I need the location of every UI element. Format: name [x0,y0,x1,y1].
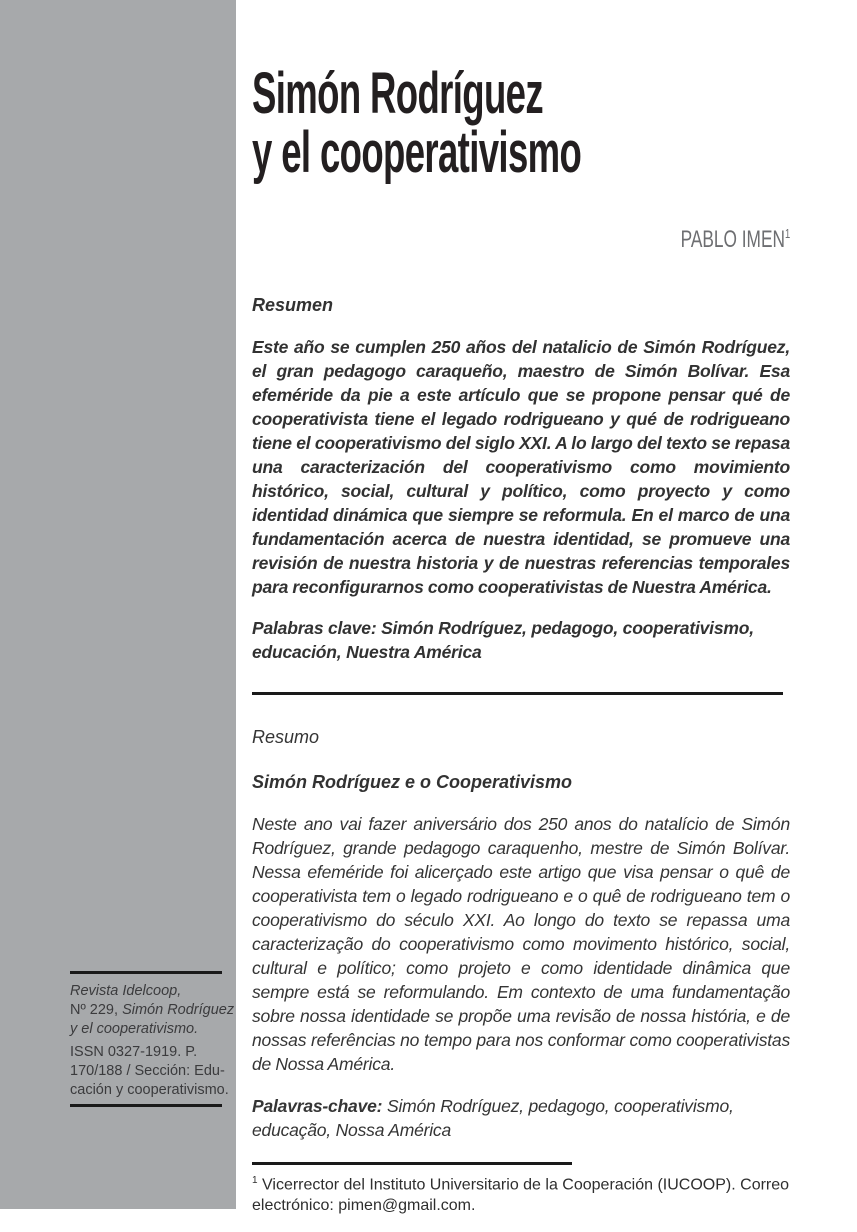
section-line-cont: cación y cooperativismo. [70,1082,229,1098]
keywords-es-list: Simón Rodríguez, pedagogo, cooperativismo, educación, Nuestra América [252,618,754,663]
citation-reference [70,982,235,1039]
citation-divider-bottom [70,1104,222,1107]
abstract-pt-body: Neste ano vai fazer aniversário dos 250 anos do natalício de Simón Rodríguez, grande pedagogo caraquenho, mestre de Simón Bolívar. Nessa efeméride foi alicerçado este artigo que visa pensar o quê de cooperativista tem o legado rodrigueano e o quê de rodrigueano tem o cooperativismo do século XXI. Ao longo do texto se repassa uma caracterização do cooperativismo como movimento histórico, social, cultural e político; como projeto e como identidade dinâmica que sempre está se reformulando. Em contexto de uma fundamentação sobre nossa identidade se propõe uma revisão de nossa história, e de nossas referências no tempo para nos conformar como cooperativistas de Nossa América. [252,814,790,1075]
article-first-page [252,0,790,1232]
issn-line: ISSN 0327-1919. P. [70,1044,198,1060]
cited-article-title-cont: y el cooperativismo. [70,1021,199,1037]
abstract-es-heading: Resumen [252,294,334,315]
author-footnote-mark: 1 [784,225,790,241]
issn-section-info [70,1043,230,1100]
article-title [252,61,790,185]
footnote-divider-rule [252,1162,572,1165]
footnote-body: Vicerrector del Instituto Universitario de la Cooperación (IUCOOP). Correo electrónico: pimen@gmail.com. [252,1176,790,1215]
author-byline [252,221,790,253]
section-divider-rule [252,692,783,695]
citation-divider-top [70,971,222,974]
abstract-pt-subtitle: Simón Rodríguez e o Cooperativismo [252,772,573,793]
journal-name: Revista Idelcoop, [70,983,182,999]
keywords-es-label: Palabras clave: [252,618,377,639]
keywords-pt-list: Simón Rodríguez, pedagogo, cooperativismo, educação, Nossa América [252,1095,734,1140]
keywords-pt [252,1094,790,1142]
article-title-line1: Simón Rodríguez [252,61,543,126]
article-title-line2: y el cooperativismo [252,120,582,185]
pages-section-line: 170/188 / Sección: Edu- [70,1063,225,1079]
author-name: PABLO IMEN [680,225,785,253]
abstract-pt-heading: Resumo [252,727,320,748]
keywords-es [252,616,790,664]
footnote-mark: 1 [252,1174,258,1186]
abstract-es-body: Este año se cumplen 250 años del natalicio de Simón Rodríguez, el gran pedagogo caraqueño, maestro de Simón Bolívar. Esa efeméride da pie a este artículo que se propone pensar qué de cooperativista tiene el legado rodrigueano y qué de rodrigueano tiene el cooperativismo del siglo XXI. A lo largo del texto se repasa una caracterización del cooperativismo como movimiento histórico, social, cultural y político, como proyecto y como identidad dinámica que siempre se reformula. En el marco de una fundamentación acerca de nuestra identidad, se promueve una revisión de nuestra historia y de nuestras referencias temporales para reconfigurarnos como cooperativistas de Nuestra América. [252,336,790,597]
footnote-text [252,1170,790,1216]
cited-article-title: Simón Rodríguez [122,1002,235,1018]
issue-number: Nº 229, [70,1002,119,1018]
keywords-pt-label: Palavras-chave: [252,1095,383,1116]
citation-box [70,971,235,1100]
